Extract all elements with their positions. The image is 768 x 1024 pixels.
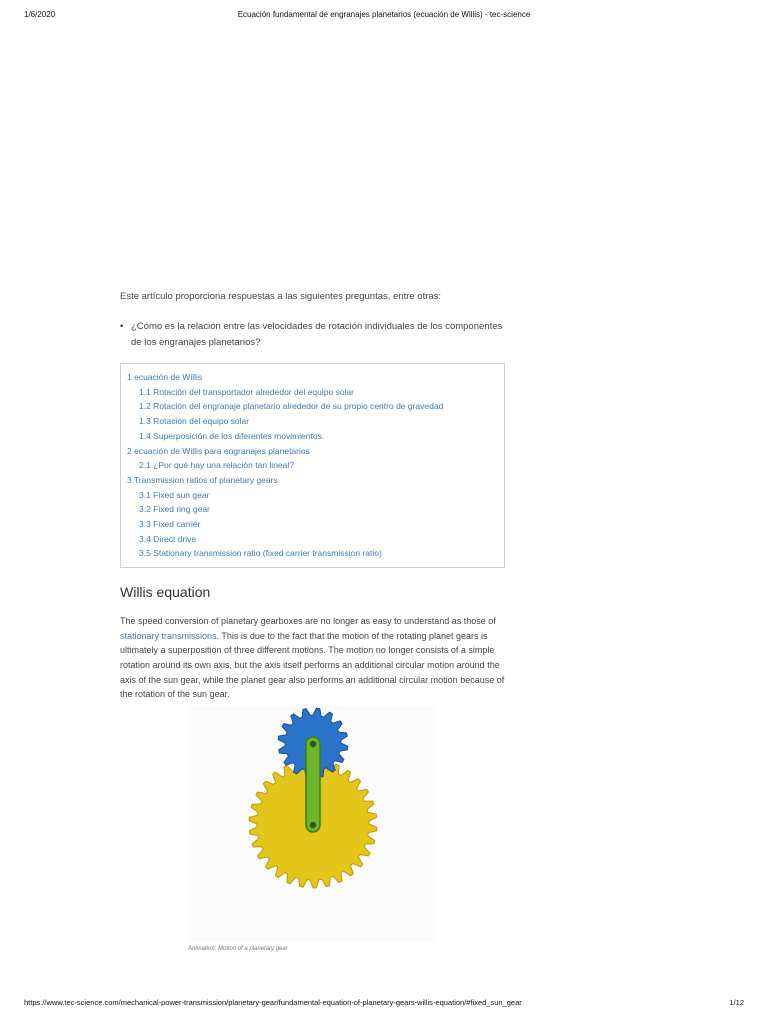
- toc-item-3-2[interactable]: 3.2 Fixed ring gear: [139, 504, 210, 515]
- question-list: [120, 319, 505, 351]
- toc-item-2[interactable]: 2 ecuación de Willis para engranajes planetarios: [127, 445, 310, 456]
- toc-item-1-1[interactable]: 1.1 Rotación del transportador alrededor del equipo solar: [139, 386, 354, 397]
- print-footer: [24, 998, 744, 1010]
- toc-item-1[interactable]: 1 ecuación de Willis: [127, 372, 203, 382]
- section-paragraph: [120, 614, 505, 702]
- table-of-contents: [120, 363, 505, 568]
- toc-item-3-1[interactable]: 3.1 Fixed sun gear: [139, 489, 210, 500]
- toc-item-3-3[interactable]: 3.3 Fixed carrier: [139, 519, 201, 530]
- print-title: Ecuación fundamental de engranajes planetarios (ecuación de Willis) - tec-science: [237, 10, 531, 19]
- figure-caption: Animation: Motion of a planetary gear: [188, 946, 288, 952]
- planetary-gear-animation: [188, 706, 436, 942]
- paragraph-text-end: . This is due to the fact that the motion of the rotating planet gears is ultimately a superposition of three different motions. The motion no longer consists of a simple rotation around its own axis, but the axis itself performs an additional circular motion around the axis of the sun gear, while the planet gear also performs an additional circular motion because of the rotation of the sun gear.: [120, 630, 505, 700]
- page-number: 1/12: [729, 998, 744, 1007]
- toc-item-1-2[interactable]: 1.2 Rotación del engranaje planetario alrededor de su propio centro de gravedad: [139, 401, 444, 412]
- carrier-pivot-bottom: [310, 822, 316, 828]
- carrier-arm: [306, 737, 320, 832]
- question-item: • ¿Cómo es la relación entre las velocidades de rotación individuales de los componentes de los engranajes planetarios?: [130, 319, 505, 351]
- toc-item-3[interactable]: 3 Transmission ratios of planetary gears: [127, 474, 278, 485]
- print-header: [24, 10, 744, 24]
- planetary-gear-illustration: [188, 706, 436, 942]
- toc-item-1-4[interactable]: 1.4 Superposición de los diferentes movimientos.: [139, 430, 325, 441]
- carrier-pivot-top: [310, 741, 316, 747]
- paragraph-text-start: The speed conversion of planetary gearboxes are no longer as easy to understand as those of: [120, 616, 496, 627]
- print-date: 1/6/2020: [24, 10, 56, 19]
- article-content: [120, 290, 505, 702]
- toc-item-2-1[interactable]: 2.1 ¿Por qué hay una relación tan lineal?: [139, 460, 294, 471]
- toc-item-3-4[interactable]: 3.4 Direct drive: [139, 533, 197, 544]
- section-heading-willis: Willis equation: [120, 584, 211, 601]
- toc-item-3-5[interactable]: 3.5 Stationary transmission ratio (fixed carrier transmission ratio): [139, 548, 382, 559]
- article-intro: Este artículo proporciona respuestas a las siguientes preguntas, entre otras:: [120, 291, 442, 302]
- stationary-transmissions-link[interactable]: stationary transmissions: [120, 630, 217, 641]
- print-url: https://www.tec-science.com/mechanical-power-transmission/planetary-gear/fundamental-equation-of-planetary-gears-willis-equation/#fixed_sun_gear: [24, 998, 522, 1007]
- toc-item-1-3[interactable]: 1.3 Rotación del equipo solar: [139, 416, 250, 427]
